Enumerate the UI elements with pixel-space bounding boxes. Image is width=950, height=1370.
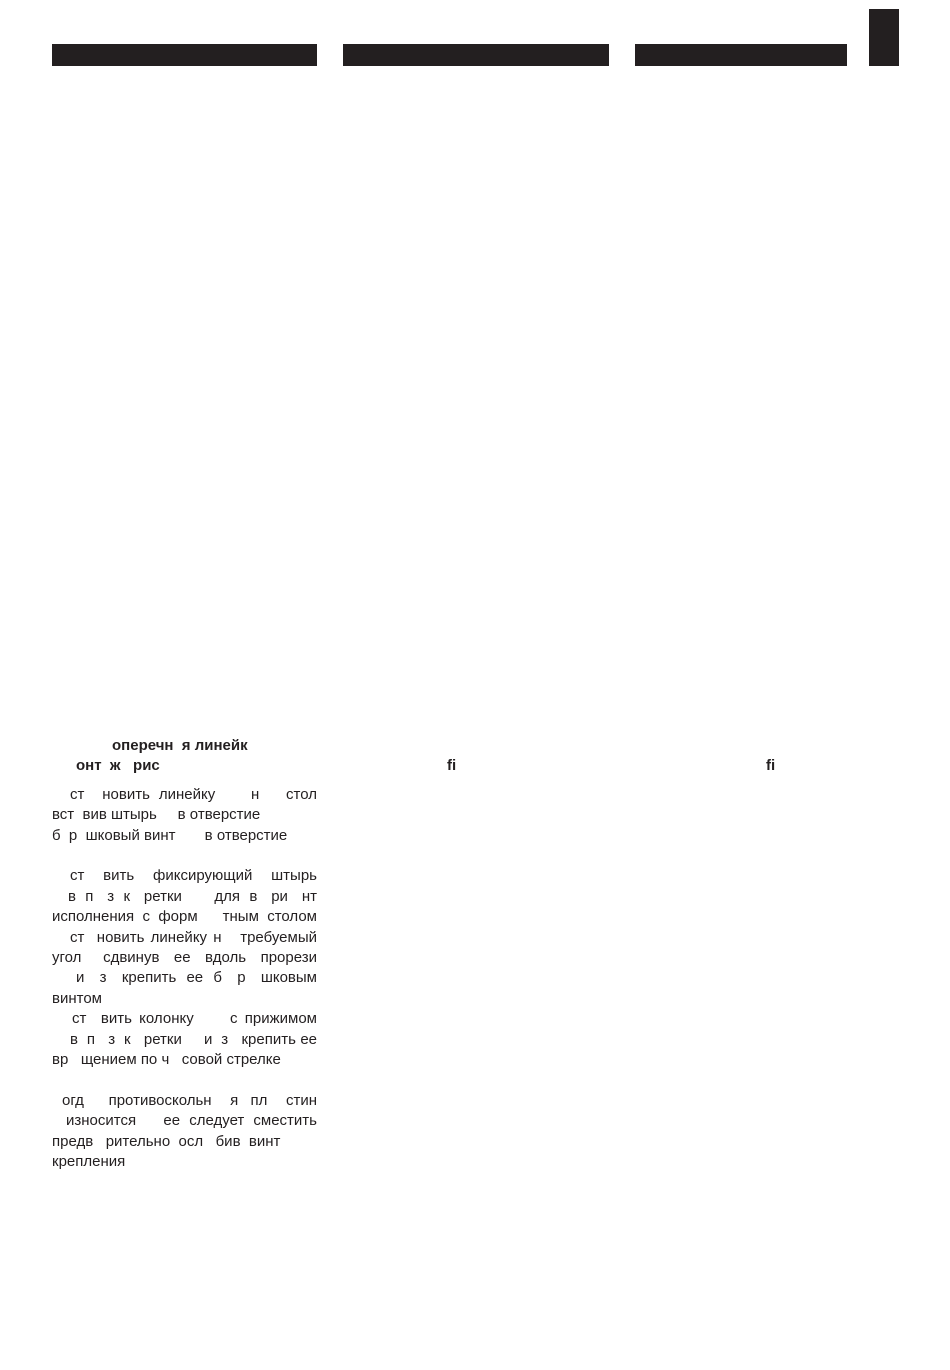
paragraph-line: б р шковый винт в отверстие: [52, 826, 288, 844]
header-bar-left: [52, 44, 317, 66]
section-heading-subtitle: онт ж рис: [76, 757, 160, 775]
paragraph-line: в п з к ретки для в ри нт: [68, 887, 317, 905]
paragraph-line: ст вить фиксирующий штырь: [70, 867, 317, 885]
paragraph-line: угол сдвинув ее вдоль прорези: [52, 949, 317, 967]
paragraph-line: ст вить колонку с прижимом: [72, 1010, 317, 1028]
paragraph-line: ст новить линейку н требуемый: [70, 928, 317, 946]
fi-mark-right: fi: [766, 757, 776, 774]
header-bar-middle: [343, 44, 609, 66]
paragraph-line: вст вив штырь в отверстие: [52, 806, 261, 824]
paragraph-line: ст новить линейку н стол: [70, 785, 317, 803]
paragraph-line: предв рительно осл бив винт: [52, 1132, 281, 1150]
fi-mark-middle: fi: [447, 757, 457, 774]
paragraph-line: вр щением по ч совой стрелке: [52, 1051, 281, 1069]
paragraph-line: в п з к ретки и з крепить ее: [70, 1030, 317, 1048]
header-bar-right: [635, 44, 847, 66]
page-tab-marker: [869, 9, 899, 66]
left-column-text: [52, 736, 317, 1173]
paragraph-line: исполнения с форм тным столом: [52, 908, 317, 926]
section-heading-title: оперечн я линейк: [112, 737, 248, 754]
paragraph-line: и з крепить ее б р шковым: [76, 969, 317, 987]
paragraph-line: износится ее следует сместить: [66, 1112, 317, 1130]
paragraph-line: винтом: [52, 989, 102, 1007]
paragraph-line: огд противоскольн я пл стин: [62, 1091, 317, 1109]
paragraph-line: крепления: [52, 1153, 126, 1171]
